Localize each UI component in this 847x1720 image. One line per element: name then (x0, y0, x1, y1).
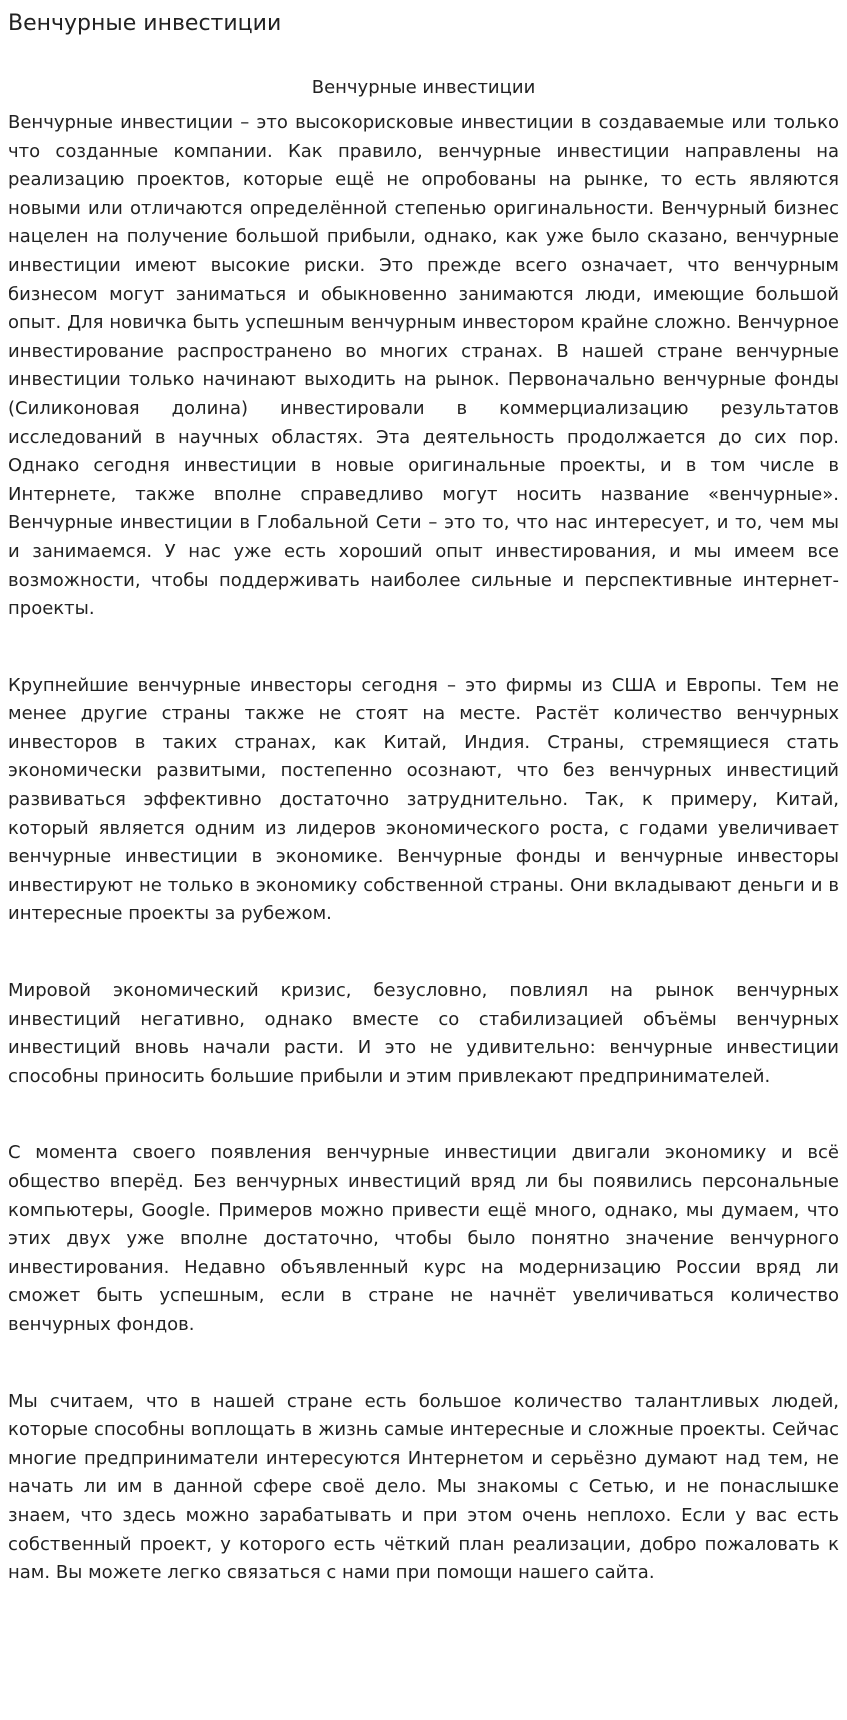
article-paragraph: С момента своего появления венчурные инвестиции двигали экономику и всё общество вперёд. Без венчурных инвестиций вряд ли бы появились персональные компьютеры, Google. Примеров можно привести ещё много, однако, мы думаем, что этих двух уже вполне достаточно, чтобы было понятно значение венчурного инвестирования. Недавно объявленный курс на модернизацию России вряд ли сможет быть успешным, если в стране не начнёт увеличиваться количество венчурных фондов. (8, 1142, 839, 1335)
article-paragraph: Крупнейшие венчурные инвесторы сегодня – это фирмы из США и Европы. Тем не менее другие страны также не стоят на месте. Растёт количество венчурных инвесторов в таких странах, как Китай, Индия. Страны, стремящиеся стать экономически развитыми, постепенно осознают, что без венчурных инвестиций развиваться эффективно достаточно затруднительно. Так, к примеру, Китай, который является одним из лидеров экономического роста, с годами увеличивает венчурные инвестиции в экономике. Венчурные фонды и венчурные инвесторы инвестируют не только в экономику собственной страны. Они вкладывают деньги и в интересные проекты за рубежом. (8, 674, 839, 925)
article-paragraph: Мировой экономический кризис, безусловно, повлиял на рынок венчурных инвестиций негативно, однако вместе со стабилизацией объёмы венчурных инвестиций вновь начали расти. И это не удивительно: венчурные инвестиции способны приносить большие прибыли и этим привлекают предпринимателей. (8, 980, 839, 1087)
page-title: Венчурные инвестиции (8, 11, 282, 36)
article-paragraph: Мы считаем, что в нашей стране есть большое количество талантливых людей, которые способны воплощать в жизнь самые интересные и сложные проекты. Сейчас многие предприниматели интересуются Интернетом и серьёзно думают над тем, не начать ли им в данной сфере своё дело. Мы знакомы с Сетью, и не понаслышке знаем, что здесь можно зарабатывать и при этом очень неплохо. Если у вас есть собственный проект, у которого есть чёткий план реализации, добро пожаловать к нам. Вы можете легко связаться с нами при помощи нашего сайта. (8, 1390, 839, 1584)
article-heading: Венчурные инвестиции (311, 77, 536, 98)
article-body (8, 74, 839, 1588)
article-paragraph: Венчурные инвестиции – это высокорисковые инвестиции в создаваемые или только что созданные компании. Как правило, венчурные инвестиции направлены на реализацию проектов, которые ещё не опробованы на рынке, то есть являются новыми или отличаются определённой степенью оригинальности. Венчурный бизнес нацелен на получение большой прибыли, однако, как уже было сказано, венчурные инвестиции имеют высокие риски. Это прежде всего означает, что венчурным бизнесом могут заниматься и обыкновенно занимаются люди, имеющие большой опыт. Для новичка быть успешным венчурным инвестором крайне сложно. Венчурное инвестирование распространено во многих странах. В нашей стране венчурные инвестиции только начинают выходить на рынок. Первоначально венчурные фонды (Силиконовая долина) инвестировали в коммерциализацию результатов исследований в научных областях. Эта деятельность продолжается до сих пор. Однако сегодня инвестиции в новые оригинальные проекты, и в том числе в Интернете, также вполне справедливо могут носить название «венчурные». Венчурные инвестиции в Глобальной Сети – это то, что нас интересует, и то, чем мы и занимаемся. У нас уже есть хороший опыт инвестирования, и мы имеем все возможности, чтобы поддерживать наиболее сильные и перспективные интернет-проекты. (8, 112, 839, 620)
